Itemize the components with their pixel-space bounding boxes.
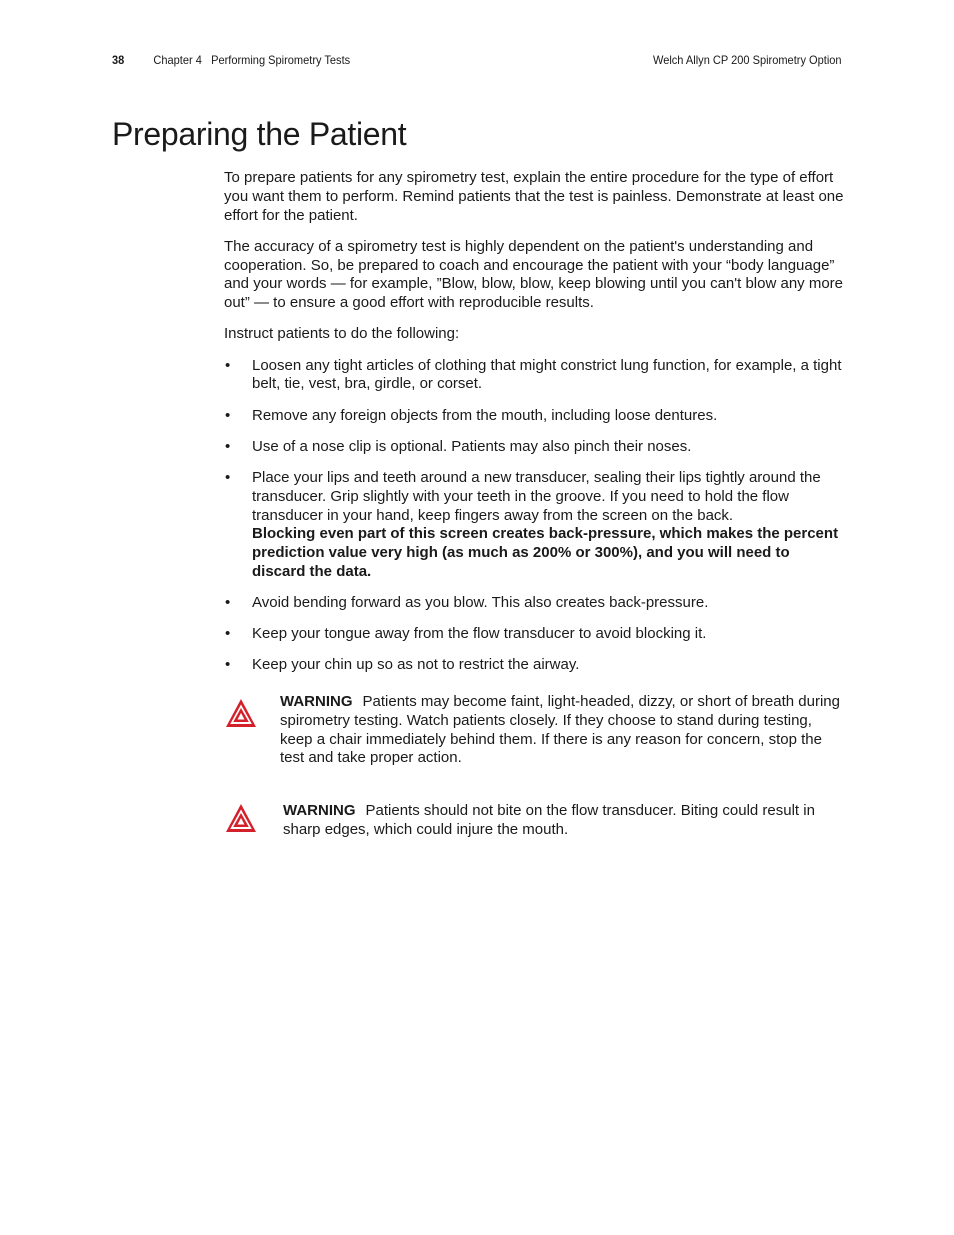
list-item [224,625,844,644]
list-item-emphasis: Blocking even part of this screen creates back-pressure, which makes the percent prediction value very high (as much as 200% or 300%), and you will need to discard the data. [252,525,839,580]
list-item-text: Keep your chin up so as not to restrict the airway. [252,656,580,674]
list-item [224,407,844,426]
book-title: Welch Allyn CP 200 Spirometry Option [652,53,842,67]
bullet-glyph: • [225,625,231,643]
list-item-text: Remove any foreign objects from the mouth, including loose dentures. [252,406,718,424]
warning-label: WARNING [280,693,353,710]
list-item [224,357,844,395]
list-item [224,656,844,675]
list-item-text: Use of a nose clip is optional. Patients may also pinch their noses. [252,437,692,455]
instruct-paragraph: Instruct patients to do the following: [224,325,460,343]
list-item [224,469,844,582]
warning-message: Patients may become faint, light-headed, dizzy, or short of breath during spirometry testing. Watch patients closely. If they choose to stand during testing, keep a chair immediately behind them. If there is any reason for concern, stop the test and take proper action. [280,693,840,767]
list-item-text: Loosen any tight articles of clothing that might constrict lung function, for example, a tight belt, tie, vest, bra, girdle, or corset. [252,356,842,393]
intro-paragraph: To prepare patients for any spirometry test, explain the entire procedure for the type of effort you want them to perform. Remind patients that the test is painless. Demonstrate at least one effort for the patient. [224,169,844,224]
bullet-glyph: • [225,656,231,674]
list-item [224,438,844,457]
chapter-label [153,53,350,67]
chapter-title: Performing Spirometry Tests [211,53,351,67]
accuracy-paragraph: The accuracy of a spirometry test is highly dependent on the patient's understanding and cooperation. So, be prepared to coach and encourage the patient with your “body language” and your words — for example, ”Blow, blow, blow, keep blowing until you can't blow any more out” — to ensure a good effort with reproducible results. [224,237,844,312]
list-item [224,594,844,613]
bullet-glyph: • [225,468,231,486]
warning-label: WARNING [283,802,356,819]
warning-text [280,693,840,768]
bullet-glyph: • [225,356,231,374]
warning-message: Patients should not bite on the flow transducer. Biting could result in sharp edges, which could injure the mouth. [283,802,815,838]
page-title: Preparing the Patient [112,116,407,152]
instruction-list [224,357,844,676]
bullet-glyph: • [225,437,231,455]
list-item-text: Place your lips and teeth around a new transducer, sealing their lips tightly around the transducer. Grip slightly with your teeth in the groove. If you need to hold the flow transducer in your hand, keep fingers away from the screen on the back. [252,468,821,524]
page-header [112,53,842,69]
body-content [224,169,844,688]
list-item-text: Avoid bending forward as you blow. This also creates back-pressure. [252,594,709,612]
page-number: 38 [112,53,125,67]
warning-text [283,802,841,840]
chapter-number: Chapter 4 [153,53,202,67]
bullet-glyph: • [225,406,231,424]
warning-triangle-icon [224,697,258,729]
list-item-text: Keep your tongue away from the flow transducer to avoid blocking it. [252,625,707,643]
warning-triangle-icon [224,802,258,834]
bullet-glyph: • [225,594,231,612]
